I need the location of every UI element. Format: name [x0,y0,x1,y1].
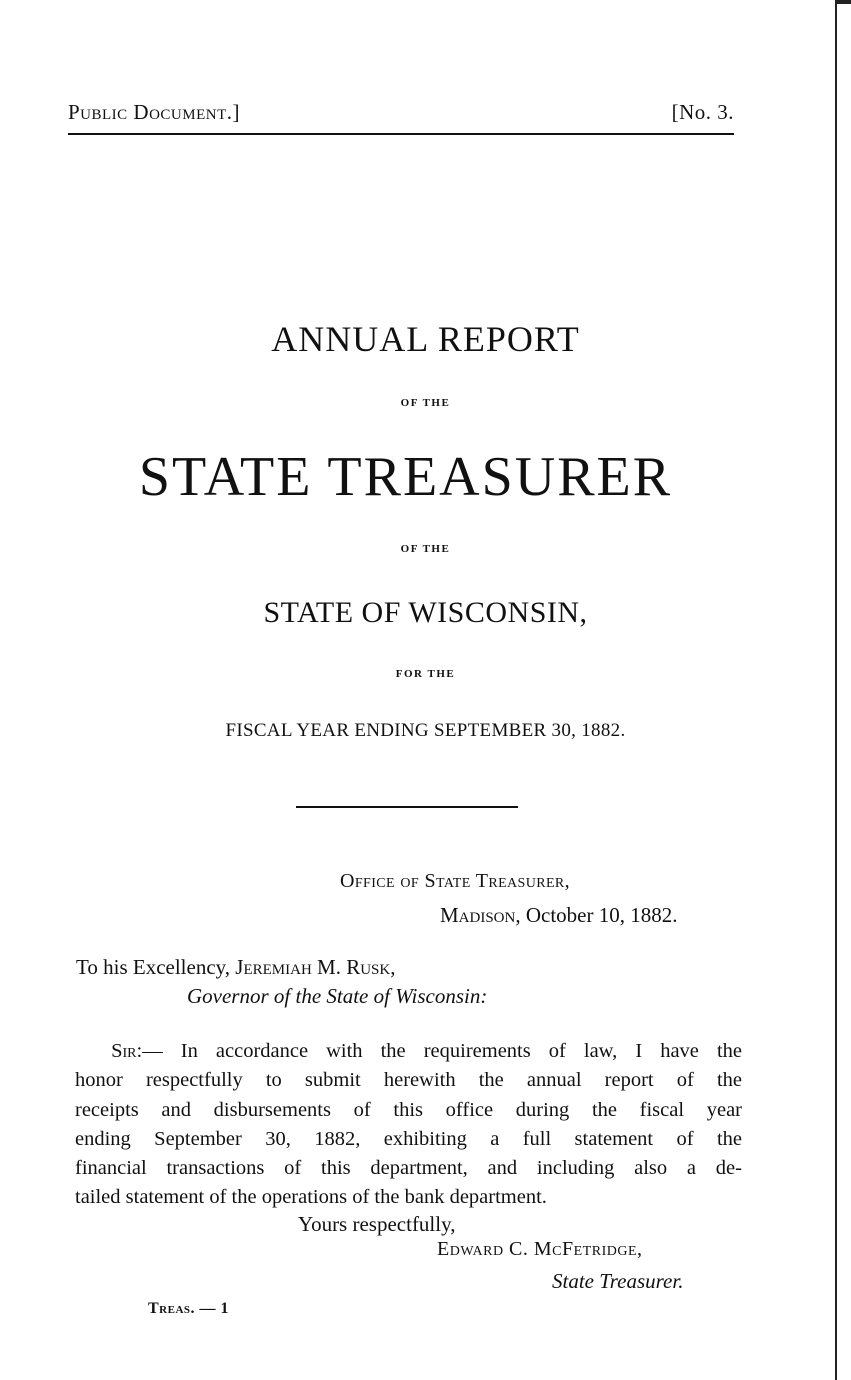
salutation: Sir: [111,1040,143,1062]
letter-office: Office of State Treasurer, [340,870,571,892]
letter-place-date [440,903,677,928]
addressee-name: Jeremiah M. Rusk, [235,955,396,979]
title-fiscal-year: FISCAL YEAR ENDING SEPTEMBER 30, 1882. [225,720,626,741]
body-line-4: ending September 30, 1882, exhibiting a full statement of the [75,1127,742,1150]
body-line-1: Sir:— In accordance with the requirements of law, I have the [111,1040,743,1062]
signature-mark: Treas. — 1 [148,1300,230,1317]
letter-signer-title: State Treasurer. [552,1269,684,1293]
letter-signer: Edward C. McFetridge, [437,1238,643,1260]
letter-date: , October 10, 1882. [515,903,678,927]
letter-place: Madison [440,903,516,927]
body-line-2: honor respectfully to submit herewith the annual report of the [75,1069,742,1092]
body-line-3: receipts and disbursements of this office during the fiscal year [75,1098,742,1121]
title-for-the: FOR THE [395,668,456,680]
addressee-prefix: To his Excellency, [76,955,236,979]
body-line-6: tailed statement of the operations of the bank department. [75,1186,547,1209]
header-right: [No. 3. [671,100,734,124]
page-edge [835,0,851,1380]
title-of-the-2: OF THE [400,543,451,555]
title-state-treasurer: STATE TREASURER [138,446,673,508]
title-state-of-wisconsin: STATE OF WISCONSIN, [263,596,588,629]
addressee-title: Governor of the State of Wisconsin: [187,984,488,1008]
letter-closing: Yours respectfully, [298,1212,456,1236]
header-rule [68,133,734,135]
title-of-the-1: OF THE [400,397,451,409]
body-line-5: financial transactions of this department, and including also a de- [75,1157,742,1180]
title-annual-report: ANNUAL REPORT [271,319,580,359]
letter-body [75,1037,742,1213]
section-divider [296,806,518,808]
letter-addressee [76,955,395,980]
header-left: Public Document.] [68,100,241,124]
running-header [68,100,734,125]
